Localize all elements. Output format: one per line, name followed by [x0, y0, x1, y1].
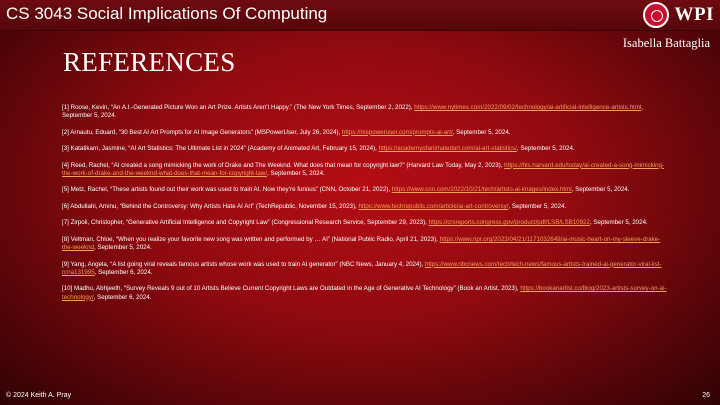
reference-date: , September 5, 2024.: [589, 219, 648, 227]
reference-text: [8] Veltman, Chloe, “When you realize your favorite new song was written and performed by … AI” (National Public Radio, April 21, 2023),: [62, 235, 440, 243]
course-title: CS 3043 Social Implications Of Computing: [6, 4, 328, 23]
reference-date: , September 5, 2024.: [571, 186, 630, 194]
reference-date: , September 5, 2024.: [94, 244, 152, 252]
reference-item: [62, 203, 668, 211]
reference-item: [62, 285, 668, 301]
reference-date: , September 6, 2024.: [94, 268, 153, 276]
reference-date: , September 6, 2024.: [93, 293, 152, 301]
reference-link[interactable]: https://academyofanimatedart.com/ai-art-statistics/: [378, 145, 517, 153]
reference-list: [62, 104, 668, 310]
reference-link[interactable]: https://www.techrepublic.com/article/ai-art-controversy/: [358, 202, 509, 210]
wpi-wordmark: WPI: [674, 4, 714, 25]
reference-item: [62, 104, 668, 120]
reference-link[interactable]: https://www.nbcnews.com/tech/tech-news/famous-artists-trained-ai-generator-viral-list-rcna131995: [62, 260, 662, 276]
reference-link[interactable]: https://crsreports.congress.gov/product/pdf/LSB/LSB10922: [428, 219, 590, 227]
reference-link[interactable]: https://www.npr.org/2023/04/21/1171032649/ai-music-heart-on-my-sleeve-drake-the-weeknd: [62, 235, 661, 252]
reference-text: [2] Arnautu, Eduard, “30 Best AI Art Prompts for AI Image Generators” (MSPowerUser, July 26, 2024),: [62, 128, 342, 136]
footer-copyright: © 2024 Keith A. Pray: [6, 392, 72, 399]
reference-text: [10] Madhu, Abhjeeth, “Survey Reveals 9 out of 10 Artists Believe Current Copyright Laws are Outdated in the Age of Generative AI Technology” (Book an Artist, 2023),: [62, 285, 521, 293]
reference-text: [1] Roose, Kevin, “An A.I.-Generated Picture Won an Art Prize. Artists Aren’t Happy.” (The New York Times, September 2, 2022),: [62, 104, 415, 111]
page-number: 26: [702, 392, 710, 399]
page-title: REFERENCES: [63, 47, 236, 77]
reference-link[interactable]: https://bookanartist.co/blog/2023-artists-survey-on-ai-technology/: [62, 285, 667, 301]
reference-text: [5] Metz, Rachel, “These artists found out their work was used to train AI. Now they’re furious” (CNN, October 21, 2022),: [62, 186, 392, 194]
reference-text: [9] Yang, Angela, “A list going viral reveals famous artists whose work was used to train AI generator” (NBC News, January 4, 2024),: [62, 260, 425, 268]
reference-date: , September 5, 2024.: [62, 104, 643, 120]
header-bar: [0, 0, 720, 31]
reference-date: , September 5, 2024.: [516, 145, 575, 153]
reference-link[interactable]: https://www.cnn.com/2022/10/21/tech/artists-ai-images/index.html: [391, 186, 572, 194]
author-name: Isabella Battaglia: [622, 36, 710, 50]
reference-text: [3] Katatikarn, Jasmine, “AI Art Statistics: The Ultimate List in 2024” (Academy of Animated Art, February 15, 2024),: [62, 145, 379, 153]
reference-text: [4] Reed, Rachel, “AI created a song mimicking the work of Drake and The Weeknd. What does that mean for copyright law?” (Harvard Law Today, May 2, 2023),: [62, 161, 505, 169]
reference-link[interactable]: https://mspoweruser.com/prompts-ai-art/: [341, 128, 453, 136]
wpi-seal-icon: [643, 2, 669, 28]
reference-item: [62, 145, 668, 153]
reference-item: [62, 219, 668, 227]
reference-link[interactable]: https://www.nytimes.com/2022/09/02/technology/ai-artificial-intelligence-artists.html: [414, 104, 642, 111]
reference-item: [62, 236, 668, 252]
reference-item: [62, 129, 668, 137]
reference-date: , September 5, 2024.: [508, 202, 567, 210]
reference-link[interactable]: https://hls.harvard.edu/today/ai-created-a-song-mimicking-the-work-of-drake-and-the-weeknd-what-does-that-mean-for-copyright-law/: [62, 161, 665, 177]
wpi-logo: [643, 2, 715, 28]
reference-text: [6] Abdullahi, Aminu, “Behind the Controversy: Why Artists Hate AI Art” (TechRepublic, November 15, 2023),: [62, 202, 359, 210]
reference-item: [62, 261, 668, 277]
reference-item: [62, 186, 668, 194]
reference-text: [7] Zirpoli, Christopher, “Generative Artificial Intelligence and Copyright Law” (Congressional Research Service, September 29, 2023),: [62, 219, 429, 227]
reference-date: , September 5, 2024.: [266, 169, 325, 177]
reference-date: , September 5, 2024.: [452, 128, 511, 136]
reference-item: [62, 162, 668, 178]
